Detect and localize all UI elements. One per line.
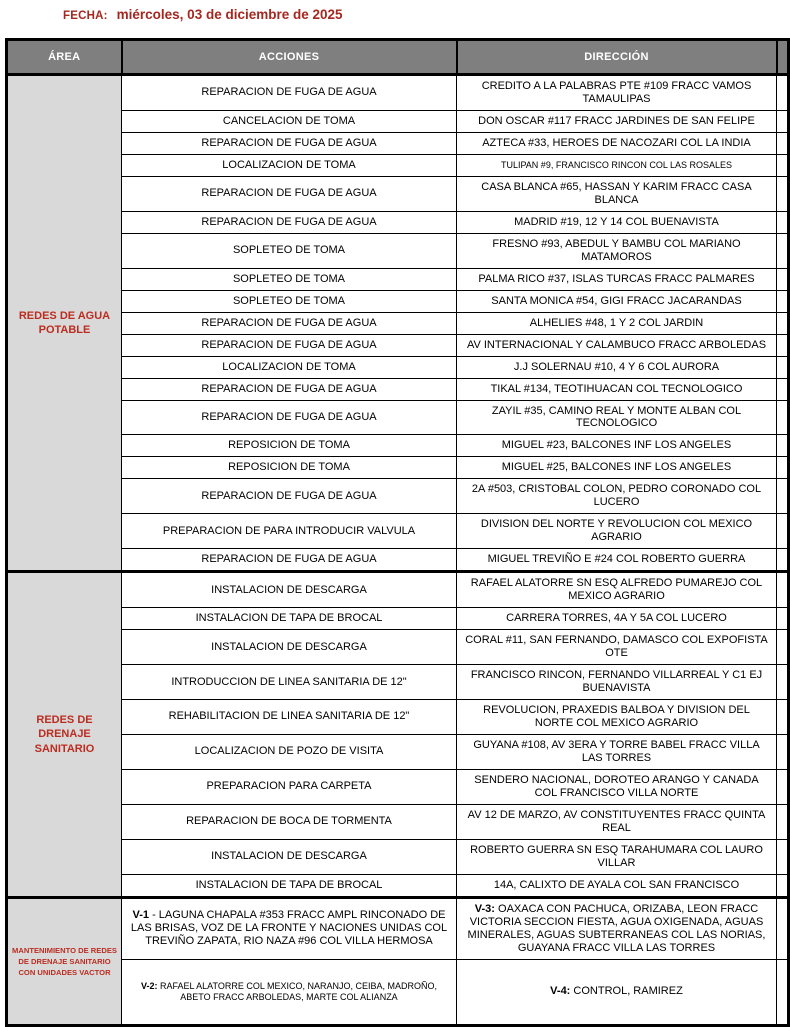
acciones-cell: INSTALACION DE DESCARGA xyxy=(122,572,457,608)
spacer-cell xyxy=(777,435,789,457)
direccion-cell: CREDITO A LA PALABRAS PTE #109 FRACC VAMOS TAMAULIPAS xyxy=(457,75,777,111)
direccion-cell: CARRERA TORRES, 4A Y 5A COL LUCERO xyxy=(457,608,777,630)
table-row xyxy=(7,630,789,665)
acciones-cell: LOCALIZACION DE TOMA xyxy=(122,154,457,176)
direccion-cell: TIKAL #134, TEOTIHUACAN COL TECNOLOGICO xyxy=(457,378,777,400)
acciones-cell: REPARACION DE FUGA DE AGUA xyxy=(122,479,457,514)
spacer-cell xyxy=(777,897,789,959)
table-row xyxy=(7,75,789,111)
area-cell: MANTENIMIENTO DE REDES DE DRENAJE SANITARIO CON UNIDADES VACTOR xyxy=(7,897,122,1025)
acciones-cell: INTRODUCCION DE LINEA SANITARIA DE 12" xyxy=(122,665,457,700)
spacer-cell xyxy=(777,630,789,665)
table-row xyxy=(7,211,789,233)
acciones-cell: REPARACION DE FUGA DE AGUA xyxy=(122,378,457,400)
direccion-cell: J.J SOLERNAU #10, 4 Y 6 COL AURORA xyxy=(457,356,777,378)
area-cell: REDES DE AGUA POTABLE xyxy=(7,75,122,572)
acciones-cell: REPOSICION DE TOMA xyxy=(122,457,457,479)
acciones-cell: LOCALIZACION DE POZO DE VISITA xyxy=(122,734,457,769)
table-row xyxy=(7,874,789,897)
direccion-cell: AV INTERNACIONAL Y CALAMBUCO FRACC ARBOLEDAS xyxy=(457,334,777,356)
spacer-cell xyxy=(777,457,789,479)
spacer-cell xyxy=(777,356,789,378)
spacer-cell xyxy=(777,734,789,769)
table-body xyxy=(7,75,789,1026)
spacer-cell xyxy=(777,268,789,290)
table-row xyxy=(7,400,789,435)
direccion-cell: MIGUEL TREVIÑO E #24 COL ROBERTO GUERRA xyxy=(457,549,777,572)
spacer-cell xyxy=(777,75,789,111)
direccion-cell: SENDERO NACIONAL, DOROTEO ARANGO Y CANADA COL FRANCISCO VILLA NORTE xyxy=(457,769,777,804)
direccion-cell: CASA BLANCA #65, HASSAN Y KARIM FRACC CASA BLANCA xyxy=(457,176,777,211)
area-cell: REDES DE DRENAJE SANITARIO xyxy=(7,572,122,897)
table-row xyxy=(7,700,789,735)
direccion-cell: MIGUEL #23, BALCONES INF LOS ANGELES xyxy=(457,435,777,457)
table-row xyxy=(7,769,789,804)
table-row xyxy=(7,378,789,400)
direccion-cell: ZAYIL #35, CAMINO REAL Y MONTE ALBAN COL TECNOLOGICO xyxy=(457,400,777,435)
direccion-cell: TULIPAN #9, FRANCISCO RINCON COL LAS ROSALES xyxy=(457,154,777,176)
report-table xyxy=(5,38,790,1027)
header-spacer xyxy=(777,40,789,75)
direccion-cell: 14A, CALIXTO DE AYALA COL SAN FRANCISCO xyxy=(457,874,777,897)
table-header xyxy=(7,40,789,75)
direccion-cell: REVOLUCION, PRAXEDIS BALBOA Y DIVISION DEL NORTE COL MEXICO AGRARIO xyxy=(457,700,777,735)
acciones-cell: SOPLETEO DE TOMA xyxy=(122,290,457,312)
table-row xyxy=(7,665,789,700)
spacer-cell xyxy=(777,700,789,735)
spacer-cell xyxy=(777,804,789,839)
table-row xyxy=(7,959,789,1025)
spacer-cell xyxy=(777,211,789,233)
table-row xyxy=(7,839,789,874)
acciones-cell: PREPARACION PARA CARPETA xyxy=(122,769,457,804)
spacer-cell xyxy=(777,378,789,400)
acciones-cell: V-1 - LAGUNA CHAPALA #353 FRACC AMPL RINCONADO DE LAS BRISAS, VOZ DE LA FRONTE Y NACIONES UNIDAS COL TREVIÑO ZAPATA, RIO NAZA #96 COL VILLA HERMOSA xyxy=(122,897,457,959)
spacer-cell xyxy=(777,400,789,435)
acciones-cell: REPARACION DE FUGA DE AGUA xyxy=(122,549,457,572)
table-row xyxy=(7,734,789,769)
table-row xyxy=(7,549,789,572)
acciones-cell: INSTALACION DE DESCARGA xyxy=(122,839,457,874)
table-row xyxy=(7,268,789,290)
direccion-cell: ROBERTO GUERRA SN ESQ TARAHUMARA COL LAURO VILLAR xyxy=(457,839,777,874)
fecha-value: miércoles, 03 de diciembre de 2025 xyxy=(116,7,343,22)
direccion-cell: FRESNO #93, ABEDUL Y BAMBU COL MARIANO MATAMOROS xyxy=(457,233,777,268)
acciones-cell: REPARACION DE FUGA DE AGUA xyxy=(122,400,457,435)
direccion-cell: SANTA MONICA #54, GIGI FRACC JACARANDAS xyxy=(457,290,777,312)
direccion-cell: PALMA RICO #37, ISLAS TURCAS FRACC PALMARES xyxy=(457,268,777,290)
spacer-cell xyxy=(777,874,789,897)
acciones-cell: INSTALACION DE DESCARGA xyxy=(122,630,457,665)
acciones-cell: SOPLETEO DE TOMA xyxy=(122,268,457,290)
header-direccion: DIRECCIÓN xyxy=(457,40,777,75)
direccion-cell: DON OSCAR #117 FRACC JARDINES DE SAN FELIPE xyxy=(457,110,777,132)
table-row xyxy=(7,312,789,334)
spacer-cell xyxy=(777,132,789,154)
table-row xyxy=(7,356,789,378)
acciones-cell: PREPARACION DE PARA INTRODUCIR VALVULA xyxy=(122,514,457,549)
acciones-cell: REPARACION DE FUGA DE AGUA xyxy=(122,334,457,356)
table-row xyxy=(7,608,789,630)
direccion-cell: RAFAEL ALATORRE SN ESQ ALFREDO PUMAREJO COL MEXICO AGRARIO xyxy=(457,572,777,608)
direccion-cell: V-4: CONTROL, RAMIREZ xyxy=(457,959,777,1025)
spacer-cell xyxy=(777,233,789,268)
spacer-cell xyxy=(777,572,789,608)
table-row xyxy=(7,572,789,608)
spacer-cell xyxy=(777,479,789,514)
spacer-cell xyxy=(777,176,789,211)
acciones-cell: REPARACION DE BOCA DE TORMENTA xyxy=(122,804,457,839)
acciones-cell: V-2: RAFAEL ALATORRE COL MEXICO, NARANJO, CEIBA, MADROÑO, ABETO FRACC ARBOLEDAS, MARTE COL ALIANZA xyxy=(122,959,457,1025)
table-row xyxy=(7,334,789,356)
acciones-cell: REPARACION DE FUGA DE AGUA xyxy=(122,312,457,334)
table-row xyxy=(7,435,789,457)
table-row xyxy=(7,110,789,132)
direccion-cell: GUYANA #108, AV 3ERA Y TORRE BABEL FRACC VILLA LAS TORRES xyxy=(457,734,777,769)
header-row xyxy=(7,40,789,75)
table-row xyxy=(7,154,789,176)
spacer-cell xyxy=(777,154,789,176)
table-row xyxy=(7,233,789,268)
spacer-cell xyxy=(777,290,789,312)
spacer-cell xyxy=(777,769,789,804)
spacer-cell xyxy=(777,312,789,334)
direccion-cell: DIVISION DEL NORTE Y REVOLUCION COL MEXICO AGRARIO xyxy=(457,514,777,549)
table-row xyxy=(7,479,789,514)
spacer-cell xyxy=(777,514,789,549)
direccion-cell: 2A #503, CRISTOBAL COLON, PEDRO CORONADO COL LUCERO xyxy=(457,479,777,514)
spacer-cell xyxy=(777,334,789,356)
direccion-cell: CORAL #11, SAN FERNANDO, DAMASCO COL EXPOFISTA OTE xyxy=(457,630,777,665)
table-row xyxy=(7,457,789,479)
acciones-cell: INSTALACION DE TAPA DE BROCAL xyxy=(122,874,457,897)
acciones-cell: LOCALIZACION DE TOMA xyxy=(122,356,457,378)
acciones-cell: CANCELACION DE TOMA xyxy=(122,110,457,132)
acciones-cell: REPARACION DE FUGA DE AGUA xyxy=(122,75,457,111)
direccion-cell: MIGUEL #25, BALCONES INF LOS ANGELES xyxy=(457,457,777,479)
fecha-row xyxy=(63,7,343,22)
header-acciones: ACCIONES xyxy=(122,40,457,75)
acciones-cell: SOPLETEO DE TOMA xyxy=(122,233,457,268)
spacer-cell xyxy=(777,839,789,874)
direccion-cell: AZTECA #33, HEROES DE NACOZARI COL LA INDIA xyxy=(457,132,777,154)
table-row xyxy=(7,514,789,549)
acciones-cell: INSTALACION DE TAPA DE BROCAL xyxy=(122,608,457,630)
table-row xyxy=(7,132,789,154)
spacer-cell xyxy=(777,959,789,1025)
spacer-cell xyxy=(777,110,789,132)
table-row xyxy=(7,897,789,959)
spacer-cell xyxy=(777,549,789,572)
acciones-cell: REPOSICION DE TOMA xyxy=(122,435,457,457)
acciones-cell: REPARACION DE FUGA DE AGUA xyxy=(122,132,457,154)
direccion-cell: AV 12 DE MARZO, AV CONSTITUYENTES FRACC QUINTA REAL xyxy=(457,804,777,839)
direccion-cell: MADRID #19, 12 Y 14 COL BUENAVISTA xyxy=(457,211,777,233)
header-area: ÁREA xyxy=(7,40,122,75)
spacer-cell xyxy=(777,608,789,630)
fecha-label: FECHA: xyxy=(63,10,108,22)
direccion-cell: FRANCISCO RINCON, FERNANDO VILLARREAL Y C1 EJ BUENAVISTA xyxy=(457,665,777,700)
acciones-cell: REHABILITACION DE LINEA SANITARIA DE 12" xyxy=(122,700,457,735)
direccion-cell: V-3: OAXACA CON PACHUCA, ORIZABA, LEON FRACC VICTORIA SECCION FIESTA, AGUA OXIGENADA, AGUAS MINERALES, AGUAS SUBTERRANEAS COL LAS NORIAS, GUAYANA FRACC VILLA LAS TORRES xyxy=(457,897,777,959)
acciones-cell: REPARACION DE FUGA DE AGUA xyxy=(122,211,457,233)
table-row xyxy=(7,290,789,312)
table-row xyxy=(7,804,789,839)
direccion-cell: ALHELIES #48, 1 Y 2 COL JARDIN xyxy=(457,312,777,334)
table-row xyxy=(7,176,789,211)
spacer-cell xyxy=(777,665,789,700)
acciones-cell: REPARACION DE FUGA DE AGUA xyxy=(122,176,457,211)
